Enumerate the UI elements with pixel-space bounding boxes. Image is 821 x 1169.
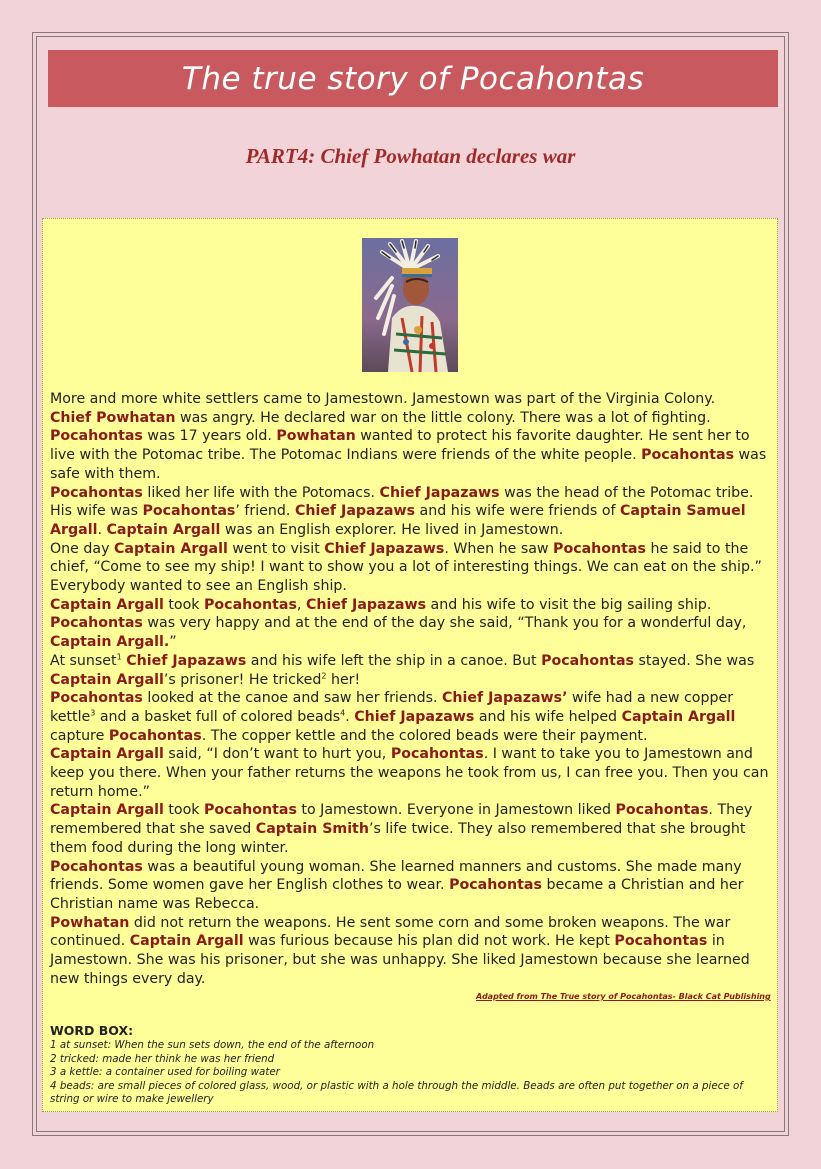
character-name: Pocahontas <box>204 596 297 613</box>
character-name: Chief Japazaws <box>354 708 475 725</box>
word-box-item: 3 a kettle: a container used for boiling water <box>50 1066 280 1079</box>
story-paragraph <box>50 409 772 428</box>
story-text-run: ’ friend. <box>235 503 295 520</box>
character-name: Pocahontas <box>614 933 708 950</box>
story-text-run: ’s life twice. They also remembered that she brought them food during the long winter. <box>50 821 746 856</box>
story-text-run: was the head of the Potomac tribe. His wife was <box>50 484 754 520</box>
story-paragraph <box>50 596 772 615</box>
footnote-marker: 1 <box>116 652 122 662</box>
footnote-marker: 4 <box>340 708 346 718</box>
word-box-item: 1 at sunset: When the sun sets down, the end of the afternoon <box>50 1039 375 1051</box>
character-name: Captain Argall <box>50 671 164 688</box>
character-name: Pocahontas <box>50 615 143 632</box>
chief-portrait-image <box>362 238 458 372</box>
story-text-run: and his wife were friends of <box>415 503 621 520</box>
footnote-marker: 2 <box>321 670 327 680</box>
story-text-run: was 17 years old. <box>142 428 277 445</box>
character-name: Powhatan <box>276 428 356 445</box>
title-banner <box>48 50 778 107</box>
story-text-run: went to visit <box>227 540 325 557</box>
story-text-run: . When he saw <box>444 540 554 557</box>
story-text-run: was angry. He declared war on the little colony. There was a lot of fighting. <box>175 409 711 426</box>
story-paragraph <box>50 914 772 989</box>
character-name: Chief Japazaws <box>126 652 247 669</box>
story-paragraph <box>50 484 772 540</box>
story-text-run: ” <box>169 634 177 651</box>
character-name: Captain Argall <box>621 708 736 725</box>
story-text-run: and his wife left the ship in a canoe. But <box>246 652 542 669</box>
character-name: Chief Japazaws <box>379 484 500 501</box>
character-name: Pocahontas <box>108 727 202 744</box>
story-text-run: One day <box>50 540 115 557</box>
character-name: Pocahontas <box>641 447 735 464</box>
story-text-run: . <box>345 708 355 725</box>
character-name: Captain Argall <box>106 521 221 538</box>
character-name: Pocahontas <box>553 540 646 557</box>
word-box <box>50 1023 772 1107</box>
word-box-item: 2 tricked: made her think he was her friend <box>50 1052 275 1065</box>
word-box-item: 4 beads: are small pieces of colored glass, wood, or plastic with a hole through the middle. Beads are often put together on a piece of string or wire to make jewellery <box>50 1079 743 1106</box>
character-name: Pocahontas <box>390 746 484 763</box>
character-name: Pocahontas <box>50 428 143 445</box>
character-name: Chief Japazaws <box>305 596 427 613</box>
story-text-run: took <box>163 596 205 613</box>
character-name: Pocahontas <box>50 690 143 707</box>
story-text-run: and his wife to visit the big sailing ship. <box>426 596 712 613</box>
story-text-run: and his wife helped <box>474 708 622 725</box>
story-paragraph <box>50 745 772 801</box>
story-text-run: was very happy and at the end of the day she said, “Thank you for a wonderful day, <box>142 615 747 632</box>
character-name: Powhatan <box>50 914 130 931</box>
story-text-run: ’s prisoner! He tricked <box>163 671 322 688</box>
character-name: Captain Samuel Argall <box>50 503 746 538</box>
story-paragraph <box>50 689 772 745</box>
page-title: The true story of Pocahontas <box>181 60 645 97</box>
story-text-run: wanted to protect his favorite daughter. He sent her to live with the Potomac tribe. The Potomac Indians were friends of the white people. <box>50 428 750 464</box>
story-text-run: . They remembered that she saved <box>50 802 753 838</box>
story-text-run: he said to the chief, “Come to see my ship! I want to show you a lot of interesting things. We can eat on the ship.” Everybody wanted to see an English ship. <box>50 540 762 595</box>
story-text-run: wife had a new copper kettle <box>50 690 734 725</box>
character-name: Chief Japazaws <box>294 503 416 520</box>
character-name: Pocahontas <box>541 652 634 669</box>
word-box-title: WORD BOX: <box>50 1023 134 1038</box>
character-name: Chief Japazaws’ <box>442 690 568 707</box>
story-text-run: was safe with them. <box>50 447 767 482</box>
story-text-run: was a beautiful young woman. She learned manners and customs. She made many friends. Some women gave her English clothes to wear. <box>50 858 742 894</box>
story-text-run: her! <box>326 671 361 688</box>
character-name: Pocahontas <box>204 802 297 819</box>
story-text-run: , <box>296 596 306 613</box>
story-text-run: capture <box>50 727 109 744</box>
story-text-run: stayed. She was <box>633 652 755 669</box>
story-text-run: . The copper kettle and the colored beads were their payment. <box>201 727 648 744</box>
character-name: Captain Argall <box>50 746 164 763</box>
story-text-run: looked at the canoe and saw her friends. <box>142 690 442 707</box>
story-text-run: More and more white settlers came to Jamestown. Jamestown was part of the Virginia Colony. <box>50 391 716 407</box>
character-name: Captain Argall <box>50 802 164 819</box>
character-name: Pocahontas <box>449 877 542 894</box>
character-name: Pocahontas <box>50 484 143 501</box>
character-name: Pocahontas <box>615 802 709 819</box>
story-paragraph <box>50 801 772 857</box>
story-text-run: to Jamestown. Everyone in Jamestown liked <box>296 802 616 819</box>
story-text-run: in Jamestown. She was his prisoner, but she was unhappy. She liked Jamestown because she learned new things every day. <box>50 933 750 987</box>
story-text-run: liked her life with the Potomacs. <box>142 484 380 501</box>
character-name: Captain Argall <box>129 933 244 950</box>
story-text-run: At sunset <box>50 652 117 669</box>
character-name: Captain Argall <box>50 596 164 613</box>
story-paragraph <box>50 614 772 651</box>
story-text-run: said, “I don’t want to hurt you, <box>163 746 391 763</box>
story-paragraph <box>50 427 772 483</box>
character-name: Pocahontas <box>50 858 143 875</box>
story-text-run: and a basket full of colored beads <box>95 708 341 725</box>
story-text-run: took <box>163 802 205 819</box>
source-credit: Adapted from The True story of Pocahontas- Black Cat Publishing <box>476 992 771 1001</box>
footnote-marker: 3 <box>90 708 96 718</box>
part-title: PART4: Chief Powhatan declares war <box>245 144 576 168</box>
story-paragraph <box>50 540 772 596</box>
story-text-run: became a Christian and her Christian name was Rebecca. <box>50 877 744 912</box>
character-name: Captain Argall. <box>50 634 170 651</box>
character-name: Chief Japazaws <box>324 540 445 557</box>
character-name: Captain Smith <box>255 821 369 838</box>
character-name: Captain Argall <box>114 540 228 557</box>
story-text-run: was an English explorer. He lived in Jamestown. <box>220 521 564 538</box>
story-paragraph <box>50 858 772 914</box>
story-text-run: was furious because his plan did not work. He kept <box>243 933 615 950</box>
story-text-run: . I want to take you to Jamestown and keep you there. When your father returns the weapons he took from us, I can free you. Then you can return home.” <box>50 746 769 800</box>
character-name: Pocahontas <box>142 503 236 520</box>
story-text-run: . <box>97 521 107 538</box>
story-text <box>50 390 772 989</box>
story-paragraph <box>50 652 772 689</box>
character-name: Chief Powhatan <box>50 409 176 426</box>
story-paragraph <box>50 390 772 409</box>
story-text-run: did not return the weapons. He sent some corn and some broken weapons. The war continued. <box>50 914 731 950</box>
